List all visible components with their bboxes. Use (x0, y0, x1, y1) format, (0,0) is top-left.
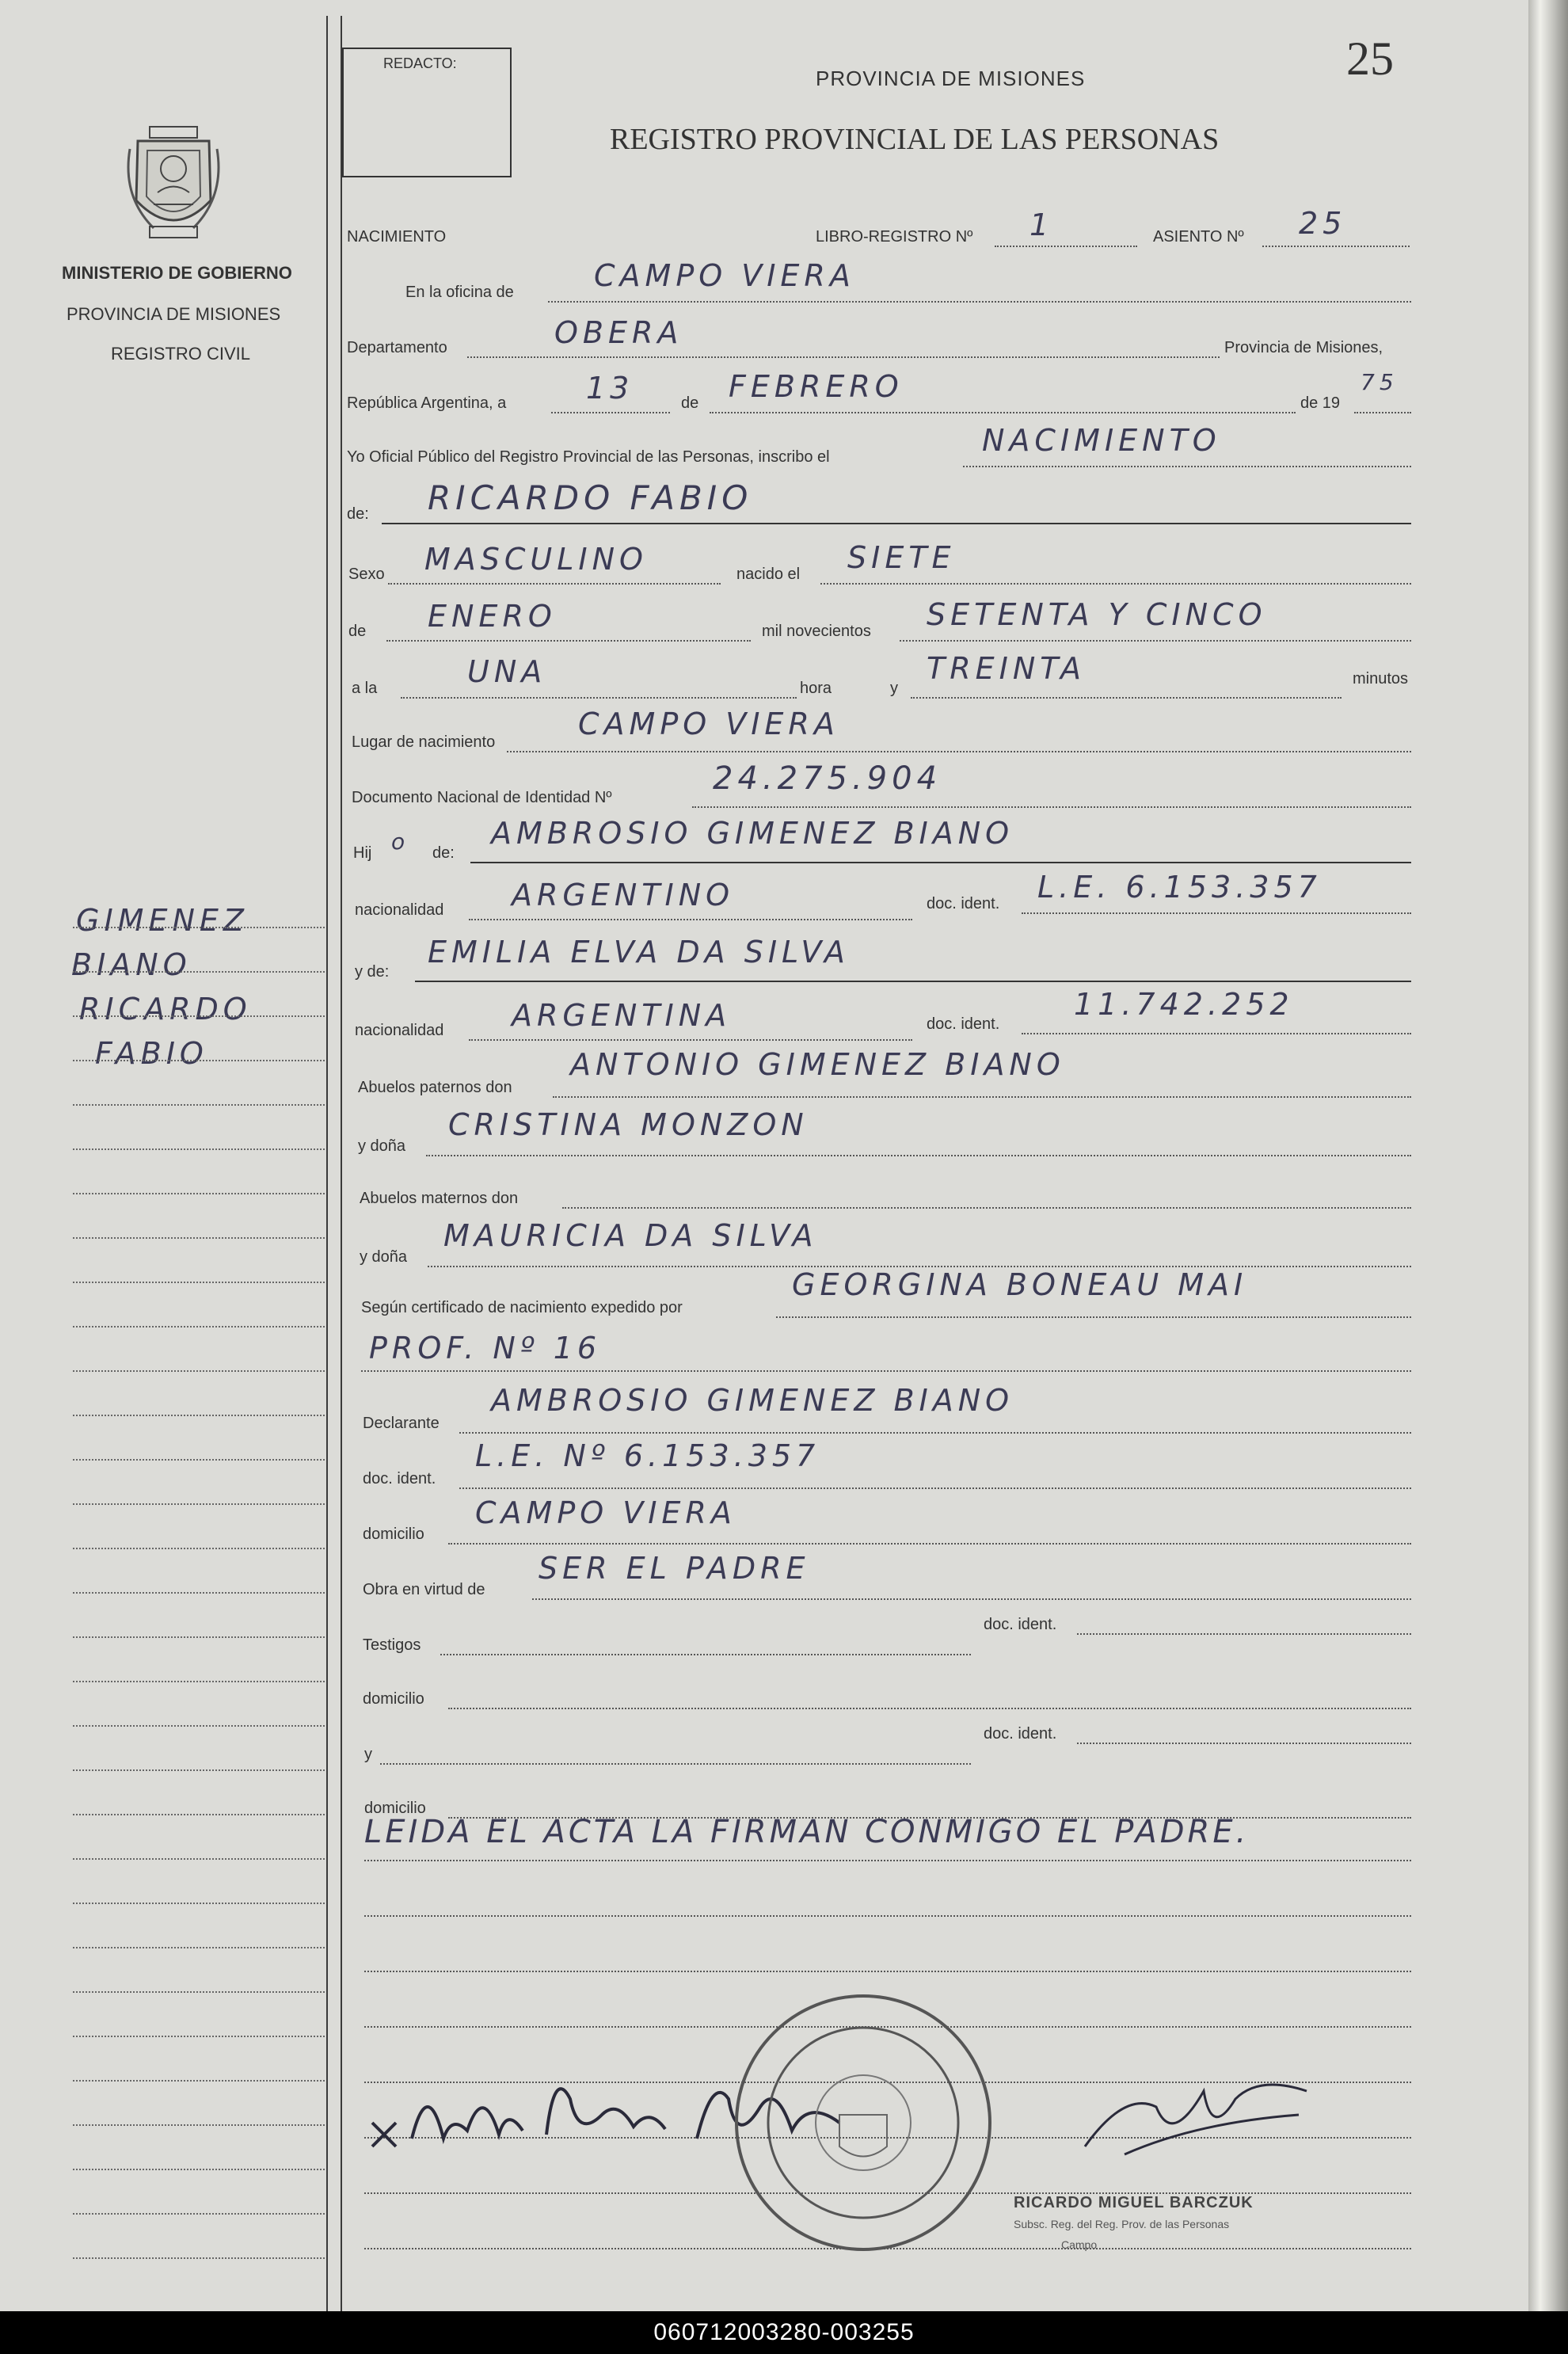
abuela-pat-label: y doña (358, 1137, 406, 1155)
margin-line (73, 971, 325, 973)
redacto-box (342, 48, 512, 177)
padre-doc-value: L.E. 6.153.357 (1037, 870, 1322, 905)
acto-line (963, 466, 1411, 467)
margin-line (73, 1459, 325, 1461)
mes-value: FEBRERO (729, 369, 904, 404)
margin-line (73, 1015, 325, 1017)
margin-line (73, 1503, 325, 1505)
abuela-pat-value: CRISTINA MONZON (448, 1107, 809, 1142)
dni-line (692, 806, 1411, 808)
cert-value: GEORGINA BONEAU MAI (792, 1267, 1248, 1302)
libro-value: 1 (1029, 208, 1054, 242)
padre-nac-label: nacionalidad (355, 901, 444, 919)
officer-signature (1077, 2059, 1315, 2162)
sexo-line (388, 583, 721, 585)
padre-line (470, 862, 1411, 863)
obra-line (532, 1598, 1411, 1600)
nacido-label: nacido el (736, 566, 801, 583)
margin-line (73, 1193, 325, 1194)
domicilio-label: domicilio (363, 1526, 424, 1543)
sexo-value: MASCULINO (424, 542, 648, 577)
anio-nac-line (900, 640, 1411, 642)
abuelo-pat-value: ANTONIO GIMENEZ BIANO (570, 1047, 1065, 1082)
testigo2-doc-label: doc. ident. (984, 1725, 1057, 1743)
madre-doc-label: doc. ident. (927, 1015, 1000, 1033)
margin-line (73, 1858, 325, 1860)
nombre-value: RICARDO FABIO (428, 478, 753, 517)
margin-line (73, 1326, 325, 1327)
testigo-domicilio-label: domicilio (363, 1690, 424, 1708)
domicilio-line (448, 1543, 1411, 1545)
margin-name-1: GIMENEZ (76, 903, 249, 938)
anio-value: 75 (1361, 369, 1399, 395)
hora-value: UNA (467, 654, 547, 689)
nombre-label: de: (347, 505, 369, 523)
footer-bar (0, 2311, 1568, 2354)
minutos-value: TREINTA (927, 651, 1086, 686)
departamento-value: OBERA (554, 315, 683, 350)
obra-value: SER EL PADRE (539, 1551, 810, 1586)
dia-value: 13 (586, 371, 634, 406)
margin-line (73, 2036, 325, 2037)
official-name: RICARDO MIGUEL BARCZUK (1014, 2194, 1254, 2211)
testigo-domicilio-line (448, 1708, 1411, 1709)
margin-line (73, 2124, 325, 2126)
margin-line (73, 927, 325, 928)
margin-line (73, 1237, 325, 1239)
testigo2-line (380, 1763, 971, 1765)
margin-line (73, 1592, 325, 1594)
hora-line (401, 697, 797, 699)
margin-name-4: FABIO (95, 1036, 208, 1071)
cert-value-2: PROF. Nº 16 (369, 1331, 602, 1366)
declarante-label: Declarante (363, 1415, 440, 1432)
left-province: PROVINCIA DE MISIONES (67, 304, 281, 324)
padre-doc-label: doc. ident. (927, 895, 1000, 912)
margin-line (73, 1725, 325, 1727)
testigo2-y-label: y (364, 1746, 372, 1763)
departamento-label: Departamento (347, 339, 447, 356)
margin-line (73, 1282, 325, 1283)
header-title: REGISTRO PROVINCIAL DE LAS PERSONAS (610, 123, 1220, 156)
domicilio-value: CAMPO VIERA (475, 1495, 736, 1530)
registry-seal-stamp (729, 1988, 998, 2257)
minutos-label: minutos (1353, 670, 1409, 688)
abuelo-mat-line (562, 1207, 1411, 1209)
nacido-value: SIETE (847, 540, 956, 575)
margin-rule-inner (341, 16, 342, 2311)
blank-line (364, 1915, 1411, 1917)
form-type-label: NACIMIENTO (347, 228, 447, 246)
observacion-value: LEIDA EL ACTA LA FIRMAN CONMIGO EL PADRE. (364, 1814, 1250, 1850)
republica-label: República Argentina, a (347, 394, 507, 412)
margin-line (73, 1415, 325, 1416)
padre-nac-value: ARGENTINO (512, 878, 735, 912)
sexo-label: Sexo (348, 566, 385, 583)
observacion-line (364, 1860, 1411, 1861)
nacido-line (820, 583, 1411, 585)
official-title: Subsc. Reg. del Reg. Prov. de las Personas (1014, 2218, 1230, 2230)
mes-line (710, 412, 1296, 413)
dni-label: Documento Nacional de Identidad Nº (352, 789, 612, 806)
anio-nac-value: SETENTA Y CINCO (927, 597, 1267, 632)
nombre-line (382, 523, 1411, 524)
departamento-line (467, 356, 1220, 358)
madre-line (415, 981, 1411, 982)
book-edge (1528, 0, 1568, 2311)
margin-line (73, 2169, 325, 2170)
oficial-label: Yo Oficial Público del Registro Provincial de las Personas, inscribo el (347, 448, 830, 466)
abuelos-pat-label: Abuelos paternos don (358, 1079, 512, 1096)
minutos-line (911, 697, 1342, 699)
acto-value: NACIMIENTO (982, 423, 1221, 458)
padre-value: AMBROSIO GIMENEZ BIANO (491, 816, 1014, 851)
dni-value: 24.275.904 (713, 760, 942, 797)
asiento-line (1262, 246, 1410, 247)
oficina-label: En la oficina de (405, 284, 514, 301)
margin-line (73, 1681, 325, 1682)
official-place: Campo (1061, 2238, 1098, 2251)
margin-line (73, 1814, 325, 1815)
de-label: de (681, 394, 699, 412)
abuela-mat-label: y doña (360, 1248, 408, 1266)
margin-line (73, 1636, 325, 1638)
mes-nac-label: de (348, 623, 367, 640)
lugar-label: Lugar de nacimiento (352, 733, 496, 751)
abuela-mat-value: MAURICIA DA SILVA (443, 1218, 818, 1253)
testigos-doc-label: doc. ident. (984, 1616, 1057, 1633)
oficina-line (548, 301, 1411, 303)
declarante-value: AMBROSIO GIMENEZ BIANO (491, 1383, 1014, 1418)
madre-value: EMILIA ELVA DA SILVA (428, 935, 850, 969)
mil-label: mil novecientos (762, 623, 871, 640)
margin-line (73, 2213, 325, 2215)
margin-name-3: RICARDO (79, 992, 252, 1027)
abuela-pat-line (426, 1155, 1411, 1156)
redacto-label: REDACTO: (383, 55, 457, 71)
hijo-suffix: o (391, 828, 410, 855)
coat-of-arms-emblem (122, 125, 225, 244)
margin-line (73, 1548, 325, 1549)
testigo2-doc-line (1077, 1743, 1411, 1744)
a-la-label: a la (352, 680, 378, 697)
declarante-line (459, 1432, 1411, 1434)
margin-line (73, 1903, 325, 1904)
margin-line (73, 2080, 325, 2082)
anio-line (1354, 412, 1411, 413)
hora-label: hora (800, 680, 832, 697)
testigos-doc-line (1077, 1633, 1411, 1635)
anio-prefix: de 19 (1300, 394, 1341, 412)
oficina-value: CAMPO VIERA (594, 258, 855, 293)
document-id: 060712003280-003255 (653, 2319, 915, 2345)
testigo2-domicilio-label: domicilio (364, 1800, 426, 1817)
margin-name-2: BIANO (71, 947, 192, 982)
cert-label: Según certificado de nacimiento expedido por (361, 1299, 683, 1316)
madre-nac-value: ARGENTINA (512, 998, 732, 1033)
provincia-suffix: Provincia de Misiones, (1224, 339, 1383, 356)
madre-doc-value: 11.742.252 (1074, 987, 1294, 1022)
asiento-label: ASIENTO Nº (1153, 228, 1244, 246)
asiento-value: 25 (1299, 206, 1347, 241)
decl-doc-value: L.E. Nº 6.153.357 (475, 1438, 820, 1473)
cert-line-2 (361, 1370, 1411, 1372)
testigos-line (440, 1654, 971, 1655)
lugar-value: CAMPO VIERA (578, 707, 839, 741)
lugar-line (507, 751, 1411, 752)
left-registry: REGISTRO CIVIL (111, 344, 251, 364)
margin-line (73, 1104, 325, 1106)
cert-line (776, 1316, 1411, 1318)
margin-line (73, 1148, 325, 1150)
hijo-label: Hij (353, 844, 372, 862)
abuelo-pat-line (553, 1096, 1411, 1098)
madre-nac-label: nacionalidad (355, 1022, 444, 1039)
page-number: 25 (1346, 32, 1394, 85)
margin-line (73, 1947, 325, 1948)
libro-line (995, 246, 1137, 247)
margin-line (73, 1991, 325, 1993)
padre-label: de: (432, 844, 455, 862)
mes-nac-line (386, 640, 751, 642)
header-province: PROVINCIA DE MISIONES (816, 67, 1086, 90)
margin-line (73, 2257, 325, 2259)
padre-nac-line (469, 919, 912, 920)
dia-line (551, 412, 670, 413)
libro-label: LIBRO-REGISTRO Nº (816, 228, 973, 246)
blank-line (364, 1971, 1411, 1972)
obra-label: Obra en virtud de (363, 1581, 485, 1598)
madre-doc-line (1022, 1033, 1411, 1034)
margin-line (73, 1370, 325, 1372)
testigos-label: Testigos (363, 1636, 421, 1654)
left-ministry: MINISTERIO DE GOBIERNO (62, 263, 292, 283)
margin-line (73, 1060, 325, 1061)
decl-doc-line (459, 1487, 1411, 1489)
padre-doc-line (1022, 912, 1411, 914)
mes-nac-value: ENERO (428, 599, 557, 634)
madre-nac-line (469, 1039, 912, 1041)
margin-rule-left (326, 16, 328, 2311)
decl-doc-label: doc. ident. (363, 1470, 436, 1487)
margin-line (73, 1769, 325, 1771)
y-label: y (890, 680, 898, 697)
abuelos-mat-label: Abuelos maternos don (360, 1190, 519, 1207)
madre-label: y de: (355, 963, 390, 981)
